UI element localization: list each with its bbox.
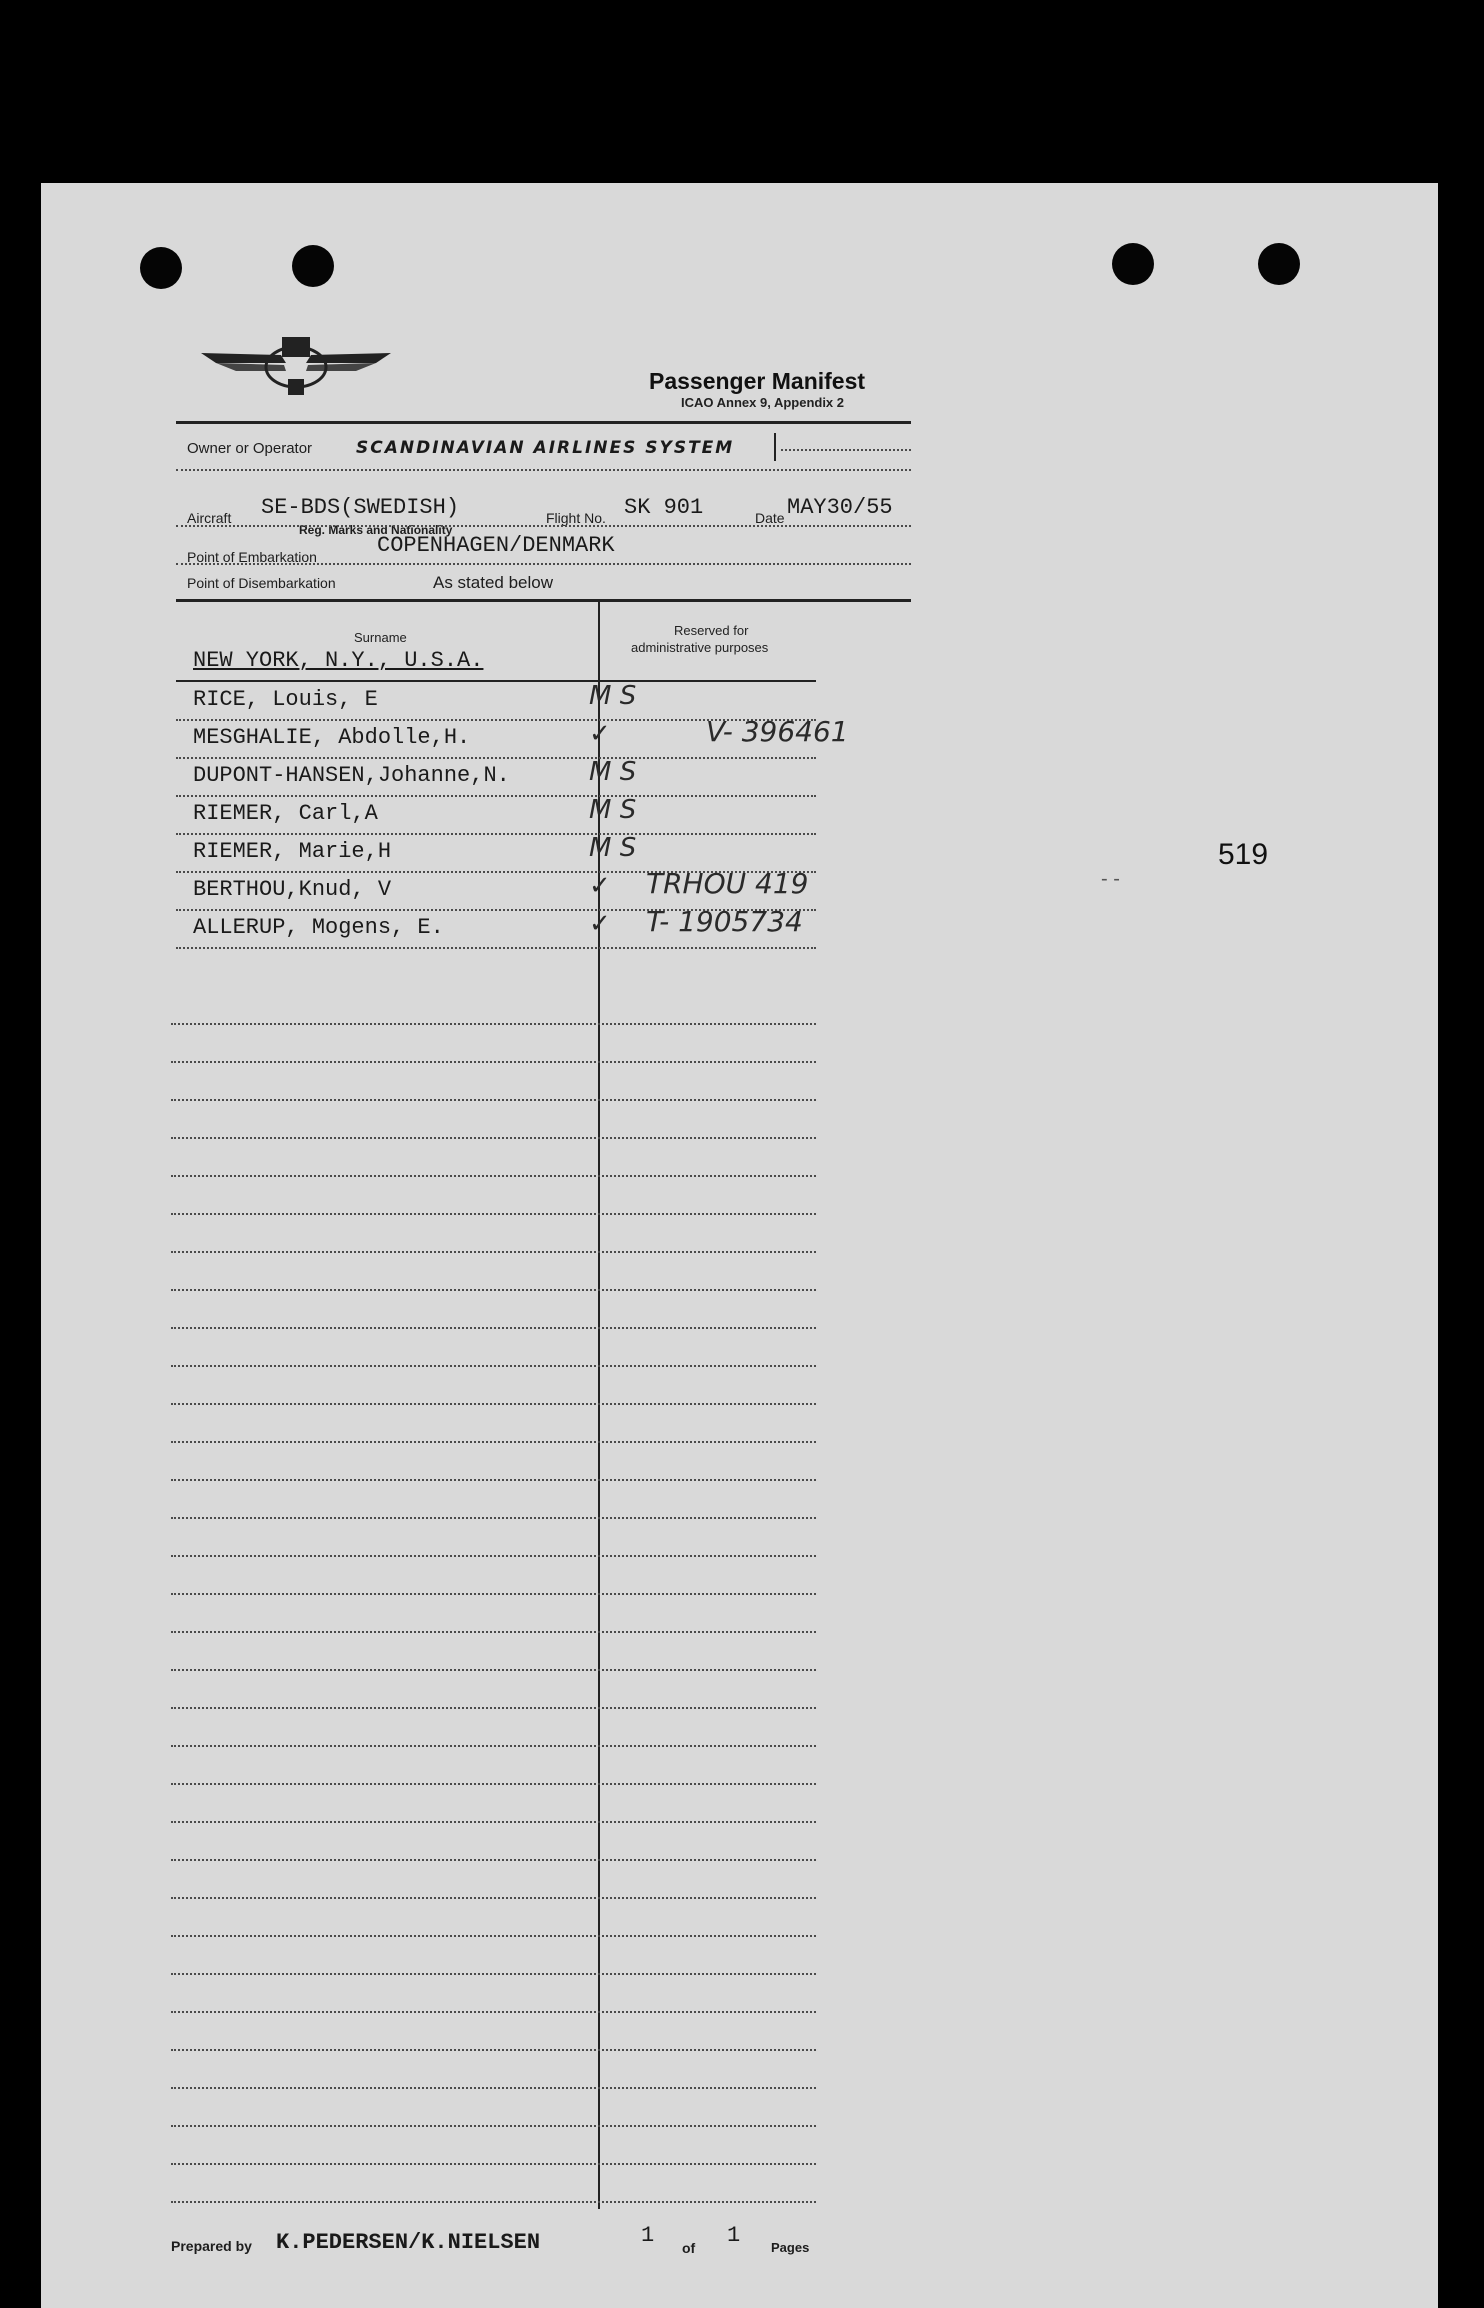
punch-hole — [1112, 243, 1154, 285]
manifest-page — [41, 183, 1438, 2308]
passenger-name: MESGHALIE, Abdolle,H. — [193, 725, 471, 750]
embarkation-value: COPENHAGEN/DENMARK — [377, 533, 615, 558]
blank-row-rule — [171, 1175, 816, 1177]
admin-mark: M S — [589, 681, 637, 711]
row-rule — [176, 833, 816, 835]
blank-row-rule — [171, 2011, 816, 2013]
embarkation-underline — [176, 563, 911, 565]
page-number: 1 — [641, 2223, 655, 2248]
punch-hole — [1258, 243, 1300, 285]
blank-row-rule — [171, 1213, 816, 1215]
punch-hole — [140, 247, 182, 289]
blank-row-rule — [171, 1897, 816, 1899]
blank-row-rule — [171, 2163, 816, 2165]
blank-row-rule — [171, 1251, 816, 1253]
row-rule — [176, 757, 816, 759]
blank-row-rule — [171, 1821, 816, 1823]
blank-row-rule — [171, 1669, 816, 1671]
disembarkation-label: Point of Disembarkation — [187, 575, 336, 591]
blank-row-rule — [171, 1973, 816, 1975]
form-title: Passenger Manifest — [649, 368, 866, 394]
passenger-name: BERTHOU,Knud, V — [193, 877, 392, 902]
aircraft-sublabel: Reg. Marks and Nationality — [299, 523, 453, 537]
blank-row-rule — [171, 2125, 816, 2127]
admin-note: V- 396461 — [706, 715, 849, 748]
admin-mark: M S — [589, 833, 637, 863]
blank-row-rule — [171, 1365, 816, 1367]
form-subtitle: ICAO Annex 9, Appendix 2 — [681, 395, 845, 410]
blank-row-rule — [171, 1327, 816, 1329]
admin-mark: M S — [589, 795, 637, 825]
admin-mark: M S — [589, 757, 637, 787]
blank-row-rule — [171, 1479, 816, 1481]
of-label: of — [682, 2240, 696, 2256]
admin-note: T- 1905734 — [646, 905, 803, 938]
blank-row-rule — [171, 1593, 816, 1595]
pages-label: Pages — [771, 2240, 810, 2255]
aircraft-label: Aircraft — [187, 510, 232, 526]
blank-row-rule — [171, 1859, 816, 1861]
reserved-header-line2: administrative purposes — [631, 640, 769, 655]
blank-row-rule — [171, 1137, 816, 1139]
passenger-name: RIEMER, Marie,H — [193, 839, 392, 864]
flight-label: Flight No. — [546, 510, 606, 526]
blank-row-rule — [171, 1061, 816, 1063]
passenger-name: RIEMER, Carl,A — [193, 801, 378, 826]
surname-header: Surname — [354, 630, 407, 645]
passenger-name: DUPONT-HANSEN,Johanne,N. — [193, 763, 510, 788]
passenger-name: ALLERUP, Mogens, E. — [193, 915, 444, 940]
punch-hole — [292, 245, 334, 287]
blank-row-rule — [171, 1023, 816, 1025]
admin-note: TRHOU 419 — [646, 867, 809, 900]
disembarkation-value: As stated below — [433, 573, 554, 592]
blank-row-rule — [171, 1631, 816, 1633]
side-number: 519 — [1218, 838, 1269, 871]
blank-row-rule — [171, 1935, 816, 1937]
destination-text: NEW YORK, N.Y., U.S.A. — [193, 648, 484, 673]
table-header-rule — [176, 680, 816, 682]
reserved-header-line1: Reserved for — [674, 623, 749, 638]
blank-row-rule — [171, 1707, 816, 1709]
blank-row-rule — [171, 1745, 816, 1747]
date-value: MAY30/55 — [787, 495, 893, 520]
owner-value: SCANDINAVIAN AIRLINES SYSTEM — [356, 438, 735, 458]
blank-row-rule — [171, 1403, 816, 1405]
blank-row-rule — [171, 1517, 816, 1519]
admin-mark: ✓ — [589, 719, 611, 749]
owner-label: Owner or Operator — [187, 440, 313, 457]
blank-row-rule — [171, 2049, 816, 2051]
embarkation-label: Point of Embarkation — [187, 549, 317, 565]
blank-row-rule — [171, 2201, 816, 2203]
passenger-name: RICE, Louis, E — [193, 687, 378, 712]
blank-row-rule — [171, 1441, 816, 1443]
owner-divider — [774, 433, 776, 461]
total-pages: 1 — [727, 2223, 741, 2248]
aircraft-underline — [176, 525, 911, 527]
admin-mark: ✓ — [589, 909, 611, 939]
row-rule — [176, 947, 816, 949]
date-label: Date — [755, 510, 785, 526]
prepared-value: K.PEDERSEN/K.NIELSEN — [276, 2230, 541, 2255]
owner-rule — [781, 449, 911, 451]
owner-underline — [176, 469, 911, 471]
flight-value: SK 901 — [624, 495, 704, 520]
side-marks: - - — [1101, 868, 1120, 890]
admin-mark: ✓ — [589, 871, 611, 901]
blank-row-rule — [171, 2087, 816, 2089]
table-top-rule — [176, 599, 911, 602]
row-rule — [176, 795, 816, 797]
prepared-label: Prepared by — [171, 2238, 252, 2254]
blank-row-rule — [171, 1289, 816, 1291]
blank-row-rule — [171, 1099, 816, 1101]
blank-row-rule — [171, 1783, 816, 1785]
airline-logo-icon — [196, 333, 396, 403]
aircraft-value: SE-BDS(SWEDISH) — [261, 495, 460, 520]
blank-row-rule — [171, 1555, 816, 1557]
header-rule — [176, 421, 911, 424]
